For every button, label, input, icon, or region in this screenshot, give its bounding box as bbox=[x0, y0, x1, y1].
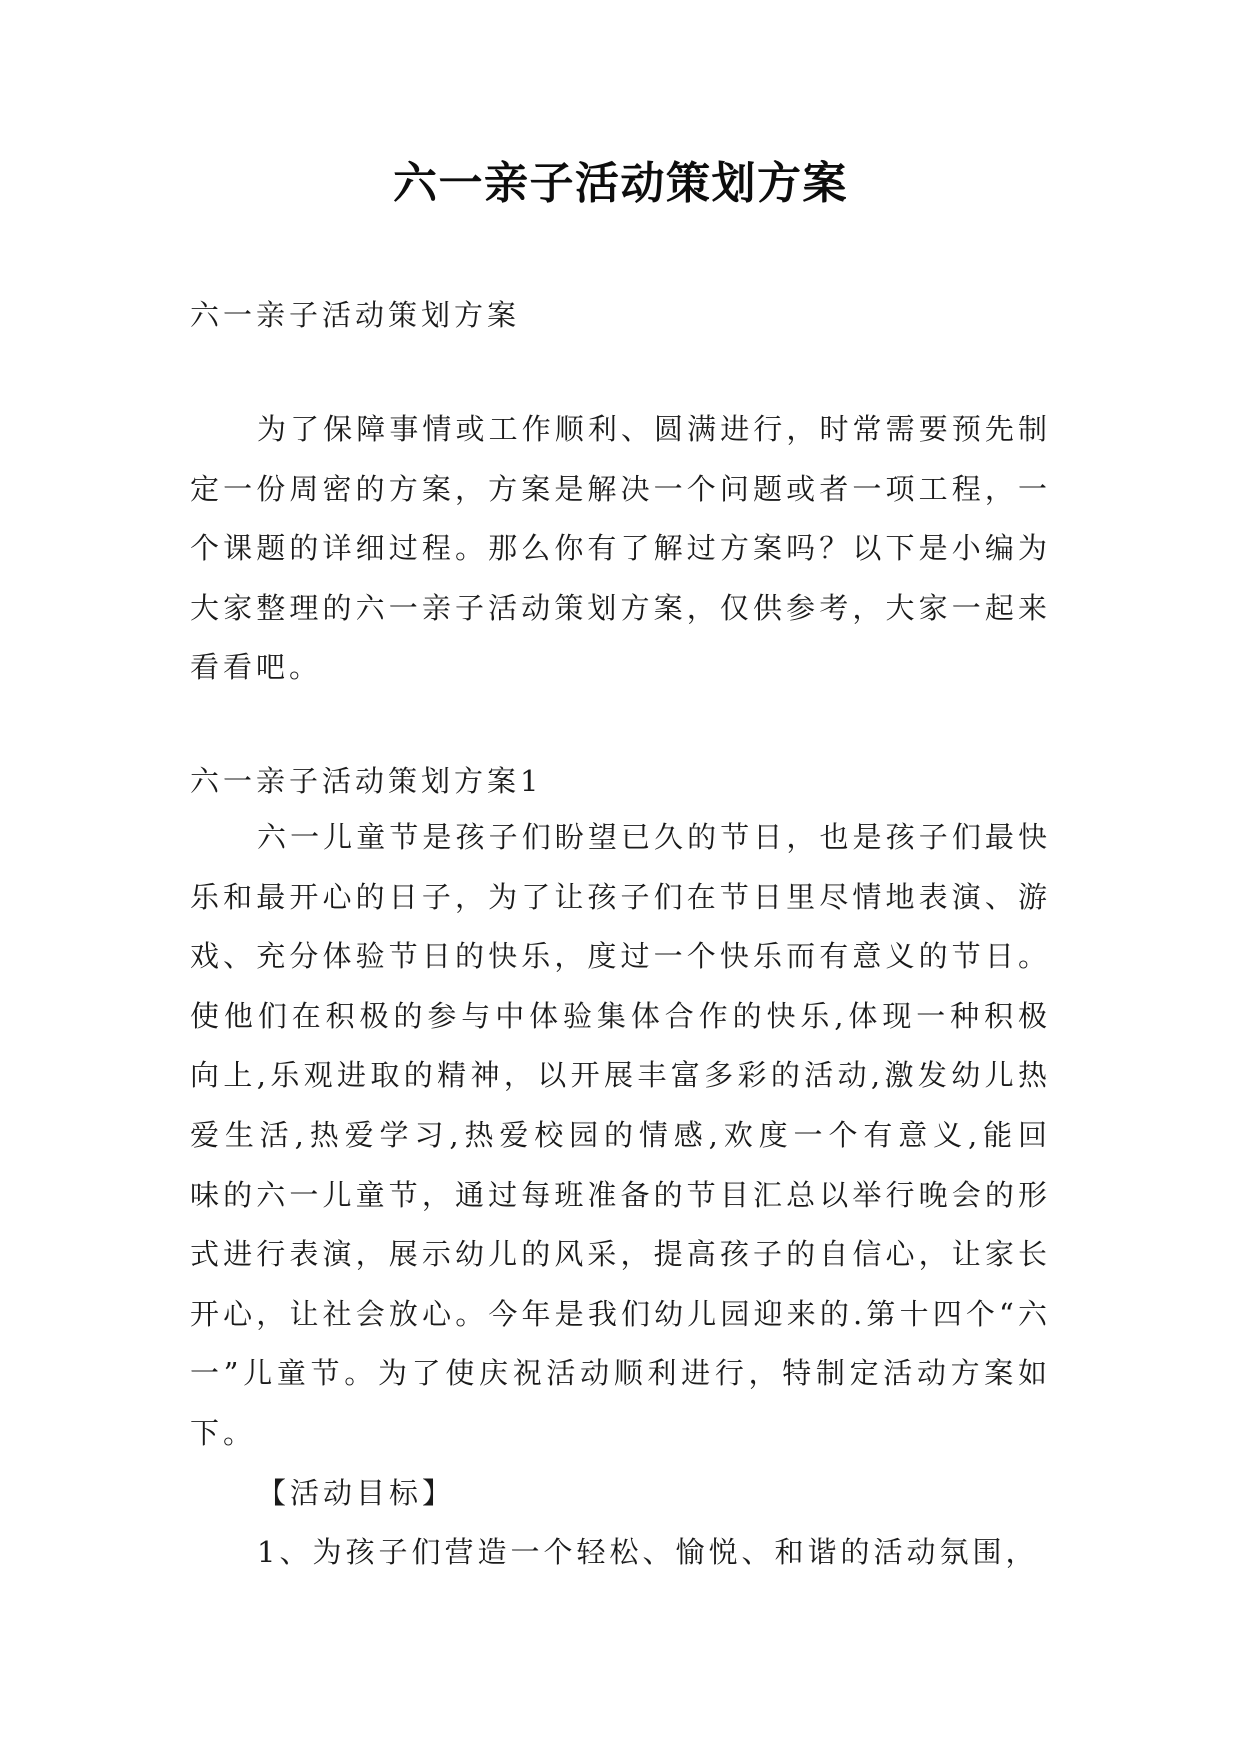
section-paragraph-line: 开心，让社会放心。今年是我们幼儿园迎来的.第十四个“六 bbox=[190, 1296, 1051, 1331]
section-paragraph-line: 爱生活,热爱学习,热爱校园的情感,欢度一个有意义,能回 bbox=[190, 1117, 1051, 1152]
section-paragraph-line: 戏、充分体验节日的快乐，度过一个快乐而有意义的节日。 bbox=[190, 939, 1051, 974]
intro-paragraph-line: 定一份周密的方案，方案是解决一个问题或者一项工程，一 bbox=[190, 471, 1051, 506]
section-paragraph-line: 使他们在积极的参与中体验集体合作的快乐,体现一种积极 bbox=[190, 998, 1051, 1033]
section-paragraph-line: 乐和最开心的日子，为了让孩子们在节日里尽情地表演、游 bbox=[190, 879, 1051, 914]
intro-paragraph bbox=[190, 400, 1051, 698]
section-paragraph-line: 味的六一儿童节，通过每班准备的节目汇总以举行晚会的形 bbox=[190, 1177, 1051, 1212]
document-subtitle: 六一亲子活动策划方案 bbox=[190, 298, 521, 332]
document-subtitle-block bbox=[190, 286, 1051, 346]
section-paragraph-line: 式进行表演，展示幼儿的风采，提高孩子的自信心，让家长 bbox=[190, 1237, 1051, 1272]
intro-paragraph-line: 大家整理的六一亲子活动策划方案，仅供参考，大家一起来 bbox=[190, 590, 1051, 625]
document-title: 六一亲子活动策划方案 bbox=[393, 158, 848, 209]
section-paragraph bbox=[190, 808, 1051, 1583]
section-paragraph-line: 下。 bbox=[190, 1415, 257, 1450]
intro-paragraph-line: 看看吧。 bbox=[190, 650, 323, 685]
section-heading-block bbox=[190, 752, 1051, 812]
section-paragraph-line: 一”儿童节。为了使庆祝活动顺利进行，特制定活动方案如 bbox=[190, 1356, 1051, 1391]
intro-paragraph-line: 为了保障事情或工作顺利、圆满进行，时常需要预先制 bbox=[257, 412, 1051, 446]
intro-paragraph-line: 个课题的详细过程。那么你有了解过方案吗？以下是小编为 bbox=[190, 531, 1051, 566]
section-paragraph-line: 六一儿童节是孩子们盼望已久的节日，也是孩子们最快 bbox=[257, 820, 1051, 854]
section-paragraph-line: 向上,乐观进取的精神，以开展丰富多彩的活动,激发幼儿热 bbox=[190, 1058, 1051, 1093]
goal-heading: 【活动目标】 bbox=[257, 1475, 456, 1510]
section-heading: 六一亲子活动策划方案1 bbox=[190, 764, 543, 798]
goal-item: 1、为孩子们营造一个轻松、愉悦、和谐的活动氛围， bbox=[257, 1535, 1039, 1570]
